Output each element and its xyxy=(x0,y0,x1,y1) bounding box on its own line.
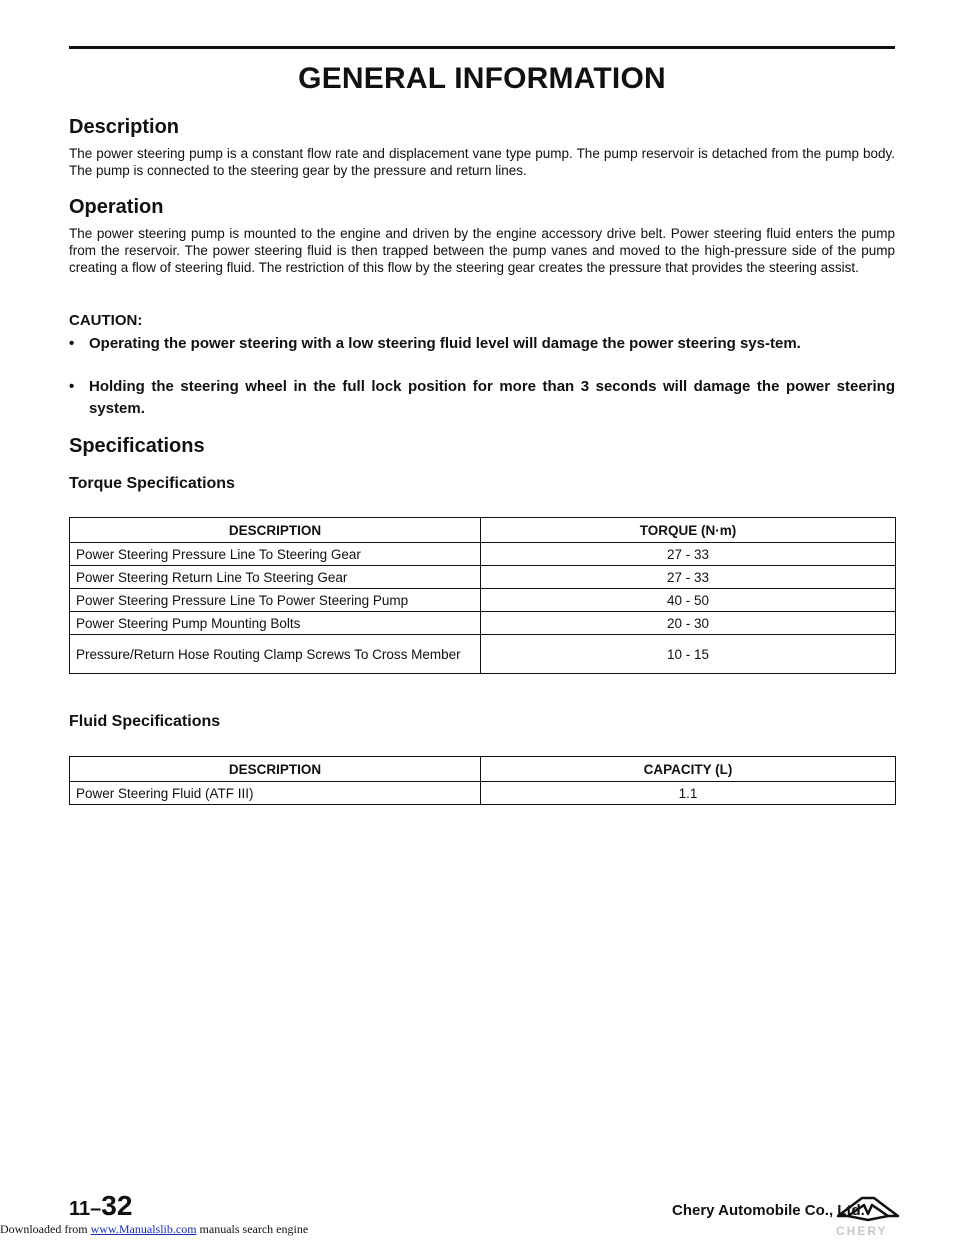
fluid-table xyxy=(69,756,896,805)
bullet-glyph: • xyxy=(69,378,75,395)
company-name: Chery Automobile Co., Ltd. xyxy=(672,1202,865,1219)
page-title: GENERAL INFORMATION xyxy=(298,62,666,95)
column-header: CAPACITY (L) xyxy=(481,757,896,782)
operation-heading: Operation xyxy=(69,196,164,218)
description-cell: Power Steering Pressure Line To Steering Gear xyxy=(70,543,481,566)
torque-cell: 27 - 33 xyxy=(481,543,896,566)
top-rule xyxy=(69,46,895,49)
bullet-glyph: • xyxy=(69,335,75,352)
download-notice xyxy=(0,1222,308,1237)
caution-item xyxy=(69,333,895,355)
caution-item-text: Holding the steering wheel in the full lock position for more than 3 seconds will damage the power steering system. xyxy=(89,378,895,417)
description-cell: Power Steering Fluid (ATF III) xyxy=(70,782,481,805)
torque-specifications-heading: Torque Specifications xyxy=(69,475,235,492)
specifications-heading: Specifications xyxy=(69,435,205,457)
torque-table xyxy=(69,517,896,674)
download-prefix: Downloaded from xyxy=(0,1222,88,1236)
table-row xyxy=(70,635,896,674)
description-cell: Pressure/Return Hose Routing Clamp Screws To Cross Member xyxy=(70,635,481,674)
table-row xyxy=(70,543,896,566)
description-body: The power steering pump is a constant flow rate and displacement vane type pump. The pump reservoir is detached from the pump body. The pump is connected to the steering gear by the pressure and return lines. xyxy=(69,146,895,178)
page-dash: – xyxy=(90,1198,102,1220)
section-number: 11 xyxy=(69,1198,91,1220)
table-row xyxy=(70,589,896,612)
page-number xyxy=(69,1190,132,1222)
torque-cell: 27 - 33 xyxy=(481,566,896,589)
caution-item-text: Operating the power steering with a low steering fluid level will damage the power steering sys-tem. xyxy=(89,335,801,352)
fluid-specifications-heading: Fluid Specifications xyxy=(69,713,221,730)
logo-wordmark: CHERY xyxy=(836,1224,888,1238)
description-cell: Power Steering Return Line To Steering Gear xyxy=(70,566,481,589)
capacity-cell: 1.1 xyxy=(481,782,896,805)
manualslib-link[interactable]: www.Manualslib.com xyxy=(90,1222,197,1236)
operation-body: The power steering pump is mounted to the engine and driven by the engine accessory drive belt. Power steering fluid enters the pump from the reservoir. The power steering fluid is then trapped between the pump vanes and moved to the high-pressure side of the pump creating a flow of steering fluid. The restriction of this flow by the steering gear creates the pressure that provides the steering assist. xyxy=(69,226,895,275)
column-header: DESCRIPTION xyxy=(70,757,481,782)
table-row xyxy=(70,782,896,805)
table-row xyxy=(70,566,896,589)
table-row xyxy=(70,612,896,635)
table-header-row xyxy=(70,757,896,782)
torque-cell: 20 - 30 xyxy=(481,612,896,635)
caution-item xyxy=(69,376,895,420)
column-header: DESCRIPTION xyxy=(70,518,481,543)
description-cell: Power Steering Pump Mounting Bolts xyxy=(70,612,481,635)
torque-cell: 10 - 15 xyxy=(481,635,896,674)
table-header-row xyxy=(70,518,896,543)
description-cell: Power Steering Pressure Line To Power Steering Pump xyxy=(70,589,481,612)
download-suffix: manuals search engine xyxy=(196,1222,309,1236)
torque-cell: 40 - 50 xyxy=(481,589,896,612)
column-header: TORQUE (N·m) xyxy=(481,518,896,543)
description-heading: Description xyxy=(69,116,180,138)
page-number-value: 32 xyxy=(101,1190,133,1221)
caution-label: CAUTION: xyxy=(69,312,143,329)
